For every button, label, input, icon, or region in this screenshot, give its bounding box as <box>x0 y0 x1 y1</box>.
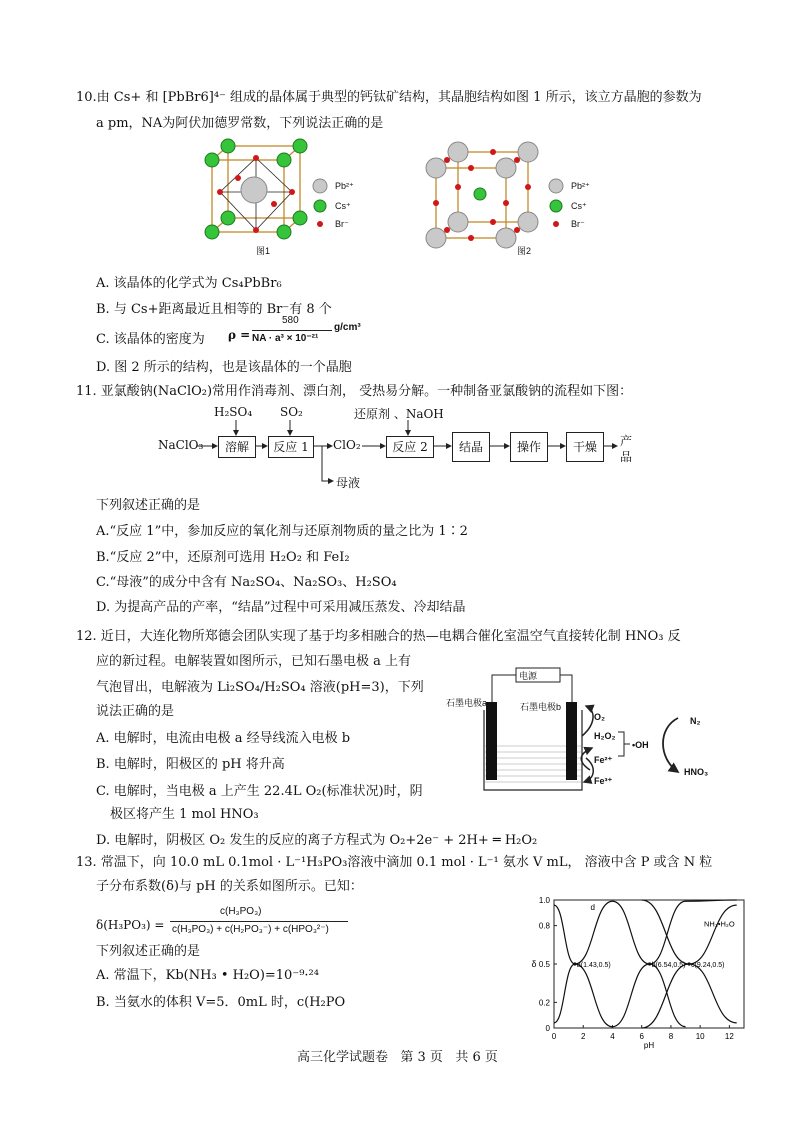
density-denominator: NA · a³ × 10⁻²¹ <box>252 333 319 344</box>
flow-start: NaClO₃ <box>158 438 204 452</box>
q13-stem-line1: 13. 常温下，向 10.0 mL 0.1mol · L⁻¹H₃PO₃溶液中滴加 0.1 mol · L⁻¹ 氨水 V mL， 溶液中含 P 或含 N 粒 <box>76 855 713 870</box>
legend-1-br: Br⁻ <box>335 219 349 229</box>
electrode-a <box>486 702 497 780</box>
y-tick-label: 0.5 <box>538 960 550 969</box>
x-tick-label: 6 <box>639 1032 644 1041</box>
electrode-b <box>566 702 577 780</box>
x-tick-label: 10 <box>695 1032 705 1041</box>
q12-option-b: B. 电解时，阳极区的 pH 将升高 <box>96 757 285 772</box>
flow-box-dissolve: 溶解 <box>218 436 256 458</box>
q10-stem-line2: a pm，NA为阿伏加德罗常数，下列说法正确的是 <box>96 116 384 131</box>
delta-fraction-bar <box>170 921 348 922</box>
x-tick-label: 0 <box>551 1032 557 1041</box>
power-label: 电源 <box>519 671 538 681</box>
legend-2-pb: Pb²⁺ <box>571 181 590 191</box>
density-lhs: ρ = <box>228 328 251 342</box>
series-label: NH₃•H₂O <box>704 919 735 929</box>
q12-option-a: A. 电解时，电流由电极 a 经导线流入电极 b <box>96 731 351 746</box>
q13-lead: 下列叙述正确的是 <box>96 944 201 959</box>
q12-stem-line1: 12. 近日，大连化物所郑德会团队实现了基于均多相融合的热—电耦合催化室温空气直接转化制 HNO₃ 反 <box>76 629 681 644</box>
q10-option-c: C. 该晶体的密度为 <box>96 332 205 347</box>
density-unit: g/cm³ <box>334 322 361 333</box>
y-tick-label: 0.8 <box>538 921 550 931</box>
flow-box-dry: 干燥 <box>566 432 604 462</box>
delta-denominator: c(H₃PO₃) + c(H₂PO₃⁻) + c(HPO₃²⁻) <box>172 924 329 935</box>
delta-lhs: δ(H₃PO₃) = <box>96 918 165 932</box>
n2-label: N₂ <box>690 716 701 726</box>
q11-lead: 下列叙述正确的是 <box>96 498 201 513</box>
density-numerator: 580 <box>282 315 299 326</box>
flow-box-react2: 反应 2 <box>386 436 434 458</box>
legend-1-cs: Cs⁺ <box>335 201 351 211</box>
q13-option-a: A. 常温下，Kb(NH₃ • H₂O)=10⁻⁹·²⁴ <box>96 968 319 983</box>
fe3-label: Fe³⁺ <box>594 776 613 786</box>
o2-label: O₂ <box>594 712 605 722</box>
x-tick-label: 4 <box>610 1032 615 1041</box>
point-label: a(1.43,0.5) <box>576 962 611 969</box>
q11-option-d: D. 为提高产品的产率，“结晶”过程中可采用减压蒸发、冷却结晶 <box>96 600 466 615</box>
q11-option-b: B.“反应 2”中，还原剂可选用 H₂O₂ 和 FeI₂ <box>96 550 350 565</box>
y-tick-label: 0 <box>545 1024 550 1033</box>
h2o2-label: H₂O₂ <box>594 731 616 741</box>
q10-option-b: B. 与 Cs+距离最近且相等的 Br⁻有 8 个 <box>96 302 332 317</box>
q12-stem-line2: 应的新过程。电解装置如图所示，已知石墨电极 a 上有 <box>96 654 412 669</box>
flow-reagent: 还原剂 、NaOH <box>354 407 444 421</box>
legend-2-br: Br⁻ <box>571 219 585 229</box>
x-tick-label: 8 <box>668 1032 674 1041</box>
y-axis-label: δ <box>531 959 537 969</box>
q13-stem-line2: 子分布系数(δ)与 pH 的关系如图所示。已知： <box>96 879 363 894</box>
oh-label: •OH <box>632 740 649 750</box>
fig1-caption: 图1 <box>256 246 271 256</box>
page-footer: 高三化学试题卷 第 3 页 共 6 页 <box>297 1050 498 1065</box>
q12-stem-line3: 气泡冒出，电解液为 Li₂SO₄/H₂SO₄ 溶液(pH=3)，下列 <box>96 680 424 695</box>
flow-product-2: 品 <box>620 450 633 464</box>
q12-option-c-line2: 极区将产生 1 mol HNO₃ <box>110 807 259 822</box>
electrode-a-label: 石墨电极a <box>446 698 488 708</box>
q10-option-a: A. 该晶体的化学式为 Cs₄PbBr₆ <box>96 276 282 291</box>
q10-option-d: D. 图 2 所示的结构，也是该晶体的一个晶胞 <box>96 360 352 375</box>
q10-stem-line1: 10.由 Cs+ 和 [PbBr6]⁴⁻ 组成的晶体属于典型的钙钛矿结构，其晶胞结构如图 1 所示，该立方晶胞的参数为 <box>76 90 702 105</box>
fe2-label: Fe²⁺ <box>594 755 613 765</box>
flow-clo2: ClO₂ <box>333 438 361 452</box>
point-label: c(9.24,0.5) <box>691 962 725 969</box>
q11-stem: 11. 亚氯酸钠(NaClO₂)常用作消毒剂、漂白剂， 受热易分解。一种制备亚氯酸钠的流程如下图： <box>76 384 633 399</box>
delta-numerator: c(H₃PO₃) <box>220 906 262 917</box>
point-label: b(6.54,0.5) <box>651 962 686 969</box>
flow-box-crystal: 结晶 <box>452 432 490 462</box>
fig2-caption: 图2 <box>517 246 532 256</box>
flow-mother-liquor: 母液 <box>336 476 361 490</box>
annotation-d: d <box>590 903 595 913</box>
q11-option-a: A.“反应 1”中，参加反应的氧化剂与还原剂物质的量之比为 1∶2 <box>96 524 468 539</box>
flow-arrows <box>0 0 793 500</box>
x-tick-label: 2 <box>581 1032 586 1041</box>
q12-option-d: D. 电解时，阴极区 O₂ 发生的反应的离子方程式为 O₂+2e⁻ + 2H+ ═ H₂O₂ <box>96 833 538 848</box>
q12-stem-line4: 说法正确的是 <box>96 704 175 719</box>
x-tick-label: 12 <box>724 1032 734 1041</box>
y-tick-label: 1.0 <box>538 896 550 905</box>
legend-1-pb: Pb²⁺ <box>335 181 354 191</box>
flow-box-react1: 反应 1 <box>268 436 314 458</box>
q12-option-c-line1: C. 电解时，当电极 a 上产生 22.4L O₂(标准状况)时，阴 <box>96 784 423 799</box>
flow-so2: SO₂ <box>280 405 303 419</box>
electrode-b-label: 石墨电极b <box>520 702 562 712</box>
q13-option-b: B. 当氨水的体积 V=5．0mL 时，c(H₂PO <box>96 995 346 1010</box>
y-tick-label: 0.2 <box>538 998 550 1008</box>
flow-h2so4: H₂SO₄ <box>214 405 253 419</box>
distribution-chart <box>520 880 770 1055</box>
x-axis-label: pH <box>643 1041 655 1050</box>
flow-box-operate: 操作 <box>510 432 548 462</box>
q11-option-c: C.“母液”的成分中含有 Na₂SO₄、Na₂SO₃、H₂SO₄ <box>96 575 397 590</box>
legend-2-cs: Cs⁺ <box>571 201 587 211</box>
hno3-label: HNO₃ <box>684 767 709 777</box>
flow-product-1: 产 <box>620 434 633 448</box>
